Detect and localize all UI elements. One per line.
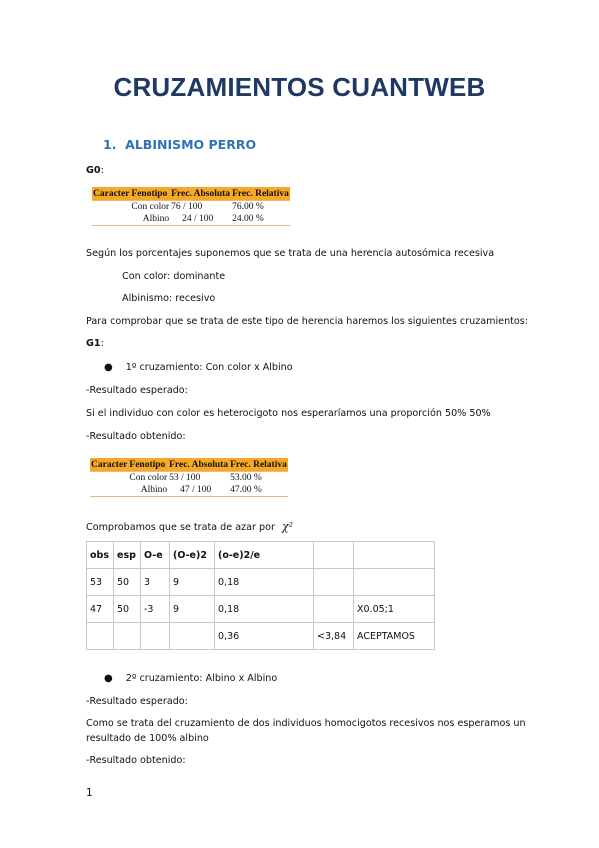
table-header: Frec. Absoluta [169,459,229,470]
expected-label: -Resultado esperado: [86,385,188,396]
table-cell [314,596,354,623]
table-header [354,542,435,569]
table-cell: ACEPTAMOS [354,623,435,650]
table-cell: Albino [130,213,170,226]
list-item-text: 2º cruzamiento: Albino x Albino [125,673,278,684]
paragraph: Según los porcentajes suponemos que se trata de una herencia autosómica recesiva [86,248,495,259]
table-header [314,542,354,569]
table-cell: 3 [141,569,170,596]
table-header: esp [114,542,141,569]
expected-text-line-1: Como se trata del cruzamiento de dos individuos homocigotos recesivos nos esperamos un [86,718,526,729]
chi-square-table [86,541,435,650]
table-cell: 47 [87,596,114,623]
page-title: CRUZAMIENTOS CUANTWEB [113,72,486,102]
section-title: ALBINISMO PERRO [125,137,257,152]
table-cell: 50 [114,569,141,596]
table-header: obs [87,542,114,569]
table-cell: 0,18 [215,596,314,623]
table-cell: 0,36 [215,623,314,650]
g0-label-line [86,165,104,177]
table-header: Fenotipo [128,458,168,472]
table-cell: Albino [128,484,168,497]
expected-text-line-2: resultado de 100% albino [86,733,209,744]
g1-label-line [86,338,104,350]
table-header: O-e [141,542,170,569]
table-cell: Con color [131,202,170,212]
chi-intro-text: Comprobamos que se trata de azar por [86,522,275,533]
table-cell [314,569,354,596]
paragraph: Para comprobar que se trata de este tipo de herencia haremos los siguientes cruzamientos: [86,316,529,327]
table-cell: 76 / 100 [170,201,231,214]
table-cell: 24 / 100 [170,213,231,226]
table-header: (O-e)2 [170,542,215,569]
table-header: (o-e)2/e [215,542,314,569]
dominant-line: Con color: dominante [122,271,226,282]
frequency-table-g1 [90,458,288,497]
obtained-label: -Resultado obtenido: [86,431,186,442]
g0-label: G0 [86,165,101,176]
table-cell [92,213,130,226]
g1-label: G1 [86,338,101,349]
list-item [104,673,277,685]
list-item [104,362,293,374]
g0-colon: : [100,165,104,176]
table-cell [114,623,141,650]
table-cell: Con color [129,473,168,483]
table-cell [141,623,170,650]
chi-square-symbol: χ² [281,520,294,533]
expected-text: Si el individuo con color es heterocigoto nos esperaríamos una proporción 50% 50% [86,408,491,419]
table-header: Caracter [93,188,130,199]
table-cell [90,484,128,497]
table-cell [87,623,114,650]
table-cell [170,623,215,650]
table-cell: 50 [114,596,141,623]
table-cell: 47 / 100 [168,484,229,497]
obtained-label: -Resultado obtenido: [86,755,186,766]
table-cell [354,569,435,596]
table-cell: X0.05;1 [354,596,435,623]
table-cell: 9 [170,596,215,623]
table-header: Caracter [91,459,128,470]
page-number: 1 [86,787,93,799]
table-cell: 53 / 100 [168,472,229,485]
g1-colon: : [100,338,104,349]
table-cell: -3 [141,596,170,623]
table-cell: 76.00 % [231,201,290,214]
bullet-icon: ● [104,673,113,684]
section-heading [103,137,256,152]
expected-label: -Resultado esperado: [86,696,188,707]
table-cell: 9 [170,569,215,596]
table-cell: 24.00 % [231,213,290,226]
table-header: Frec. Relativa [230,459,287,470]
frequency-table-g0 [92,187,290,226]
table-cell: 0,18 [215,569,314,596]
chi-intro-line [86,521,293,534]
table-cell: 47.00 % [229,484,288,497]
table-cell: 53 [87,569,114,596]
section-number: 1. [103,137,117,152]
table-cell [92,201,130,214]
table-header: Frec. Relativa [232,188,289,199]
table-header: Frec. Absoluta [171,188,231,199]
table-cell: <3,84 [314,623,354,650]
list-item-text: 1º cruzamiento: Con color x Albino [125,362,293,373]
table-cell: 53.00 % [229,472,288,485]
recessive-line: Albinismo: recesivo [122,293,216,304]
bullet-icon: ● [104,362,113,373]
table-cell [90,472,128,485]
table-header: Fenotipo [130,187,170,201]
